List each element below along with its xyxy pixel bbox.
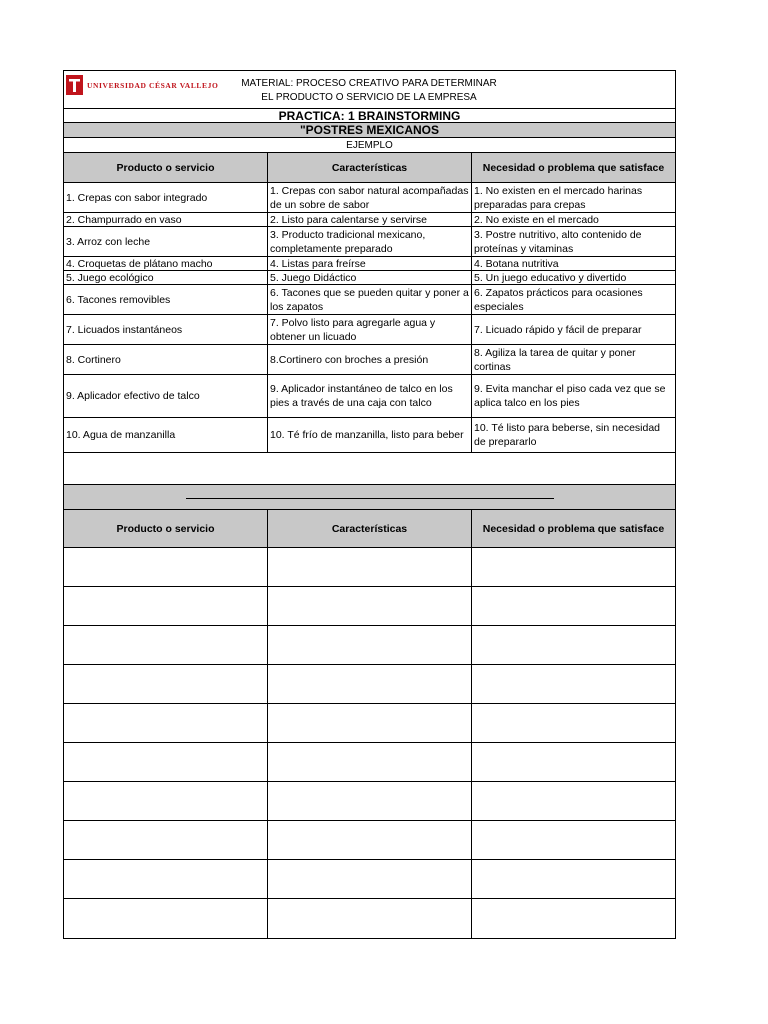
empty-table-row: [64, 587, 675, 626]
cell-caracteristicas: 10. Té frío de manzanilla, listo para beber: [268, 418, 472, 452]
page-title: PRACTICA: 1 BRAINSTORMING: [64, 109, 675, 123]
column-header-necesidad: Necesidad o problema que satisface: [482, 522, 665, 535]
empty-table-row: [64, 704, 675, 743]
table-row: [64, 345, 675, 375]
empty-cell[interactable]: [472, 626, 675, 664]
table-row: [64, 285, 675, 315]
column-header-caracteristicas: Características: [268, 153, 472, 182]
page-subtitle: "POSTRES MEXICANOS: [64, 123, 675, 138]
empty-cell[interactable]: [64, 860, 268, 898]
empty-cell[interactable]: [64, 899, 268, 938]
empty-cell[interactable]: [472, 899, 675, 938]
empty-cell[interactable]: [64, 782, 268, 820]
empty-cell[interactable]: [472, 743, 675, 781]
empty-cell[interactable]: [268, 743, 472, 781]
cell-caracteristicas: 8.Cortinero con broches a presión: [268, 345, 472, 374]
table-row: [64, 213, 675, 227]
empty-cell[interactable]: [268, 587, 472, 625]
cell-producto: 3. Arroz con leche: [64, 227, 268, 256]
cell-caracteristicas: 3. Producto tradicional mexicano, completamente preparado: [268, 227, 472, 256]
cell-producto: 10. Agua de manzanilla: [64, 418, 268, 452]
table-row: [64, 271, 675, 285]
empty-cell[interactable]: [472, 665, 675, 703]
cell-caracteristicas: 4. Listas para freírse: [268, 257, 472, 270]
cell-producto: 9. Aplicador efectivo de talco: [64, 375, 268, 417]
column-header-caracteristicas: Características: [268, 510, 472, 547]
empty-table-row: [64, 626, 675, 665]
empty-table-row: [64, 899, 675, 938]
table-row: [64, 375, 675, 418]
cell-producto: 8. Cortinero: [64, 345, 268, 374]
column-header-producto: Producto o servicio: [64, 510, 268, 547]
empty-cell[interactable]: [472, 782, 675, 820]
cell-necesidad: 10. Té listo para beberse, sin necesidad de prepararlo: [474, 422, 661, 448]
cell-producto: 4. Croquetas de plátano macho: [64, 257, 268, 270]
worksheet: [63, 70, 676, 939]
university-logo: [66, 75, 218, 95]
cell-necesidad: 4. Botana nutritiva: [474, 257, 559, 270]
material-description: [224, 77, 514, 105]
cell-producto: 1. Crepas con sabor integrado: [64, 183, 268, 212]
cell-necesidad: 3. Postre nutritivo, alto contenido de proteínas y vitaminas: [474, 228, 642, 255]
cell-necesidad: 2. No existe en el mercado: [474, 213, 599, 226]
empty-table-row: [64, 821, 675, 860]
cell-necesidad: 9. Evita manchar el piso cada vez que se aplica talco en los pies: [474, 383, 666, 409]
table-row: [64, 418, 675, 453]
cell-caracteristicas: 7. Polvo listo para agregarle agua y obtener un licuado: [268, 315, 472, 344]
cell-caracteristicas: 2. Listo para calentarse y servirse: [268, 213, 472, 226]
logo-text: UNIVERSIDAD CÉSAR VALLEJO: [87, 80, 219, 90]
empty-table-row: [64, 548, 675, 587]
column-header-necesidad: Necesidad o problema que satisface: [482, 161, 665, 174]
cell-necesidad: 1. No existen en el mercado harinas preparadas para crepas: [474, 184, 643, 211]
material-line-1: MATERIAL: PROCESO CREATIVO PARA DETERMINAR: [241, 78, 497, 89]
practice-table-header: [64, 510, 675, 548]
blank-separator-row: [64, 453, 675, 485]
cell-caracteristicas: 1. Crepas con sabor natural acompañadas de un sobre de sabor: [268, 183, 472, 212]
material-line-2: EL PRODUCTO O SERVICIO DE LA EMPRESA: [261, 92, 477, 103]
empty-cell[interactable]: [472, 860, 675, 898]
empty-cell[interactable]: [64, 704, 268, 742]
empty-table-row: [64, 860, 675, 899]
header-row: [64, 71, 675, 109]
cell-producto: 7. Licuados instantáneos: [64, 315, 268, 344]
practice-title-row: [64, 485, 675, 510]
ucv-logo-icon: [66, 75, 83, 95]
empty-table-row: [64, 665, 675, 704]
empty-cell[interactable]: [268, 821, 472, 859]
cell-caracteristicas: 5. Juego Didáctico: [268, 271, 472, 284]
empty-cell[interactable]: [268, 548, 472, 586]
empty-cell[interactable]: [64, 626, 268, 664]
empty-cell[interactable]: [64, 587, 268, 625]
empty-cell[interactable]: [472, 704, 675, 742]
column-header-producto: Producto o servicio: [64, 153, 268, 182]
table-row: [64, 183, 675, 213]
empty-cell[interactable]: [64, 548, 268, 586]
empty-table-row: [64, 782, 675, 821]
empty-cell[interactable]: [472, 821, 675, 859]
empty-table-row: [64, 743, 675, 782]
cell-producto: 6. Tacones removibles: [64, 285, 268, 314]
table-row: [64, 257, 675, 271]
example-label: EJEMPLO: [64, 138, 675, 153]
cell-necesidad: 5. Un juego educativo y divertido: [474, 271, 627, 284]
empty-cell[interactable]: [268, 704, 472, 742]
cell-producto: 2. Champurrado en vaso: [64, 213, 268, 226]
cell-producto: 5. Juego ecológico: [64, 271, 268, 284]
empty-cell[interactable]: [268, 899, 472, 938]
empty-cell[interactable]: [472, 548, 675, 586]
empty-cell[interactable]: [268, 665, 472, 703]
cell-necesidad: 7. Licuado rápido y fácil de preparar: [474, 323, 642, 336]
cell-caracteristicas: 9. Aplicador instantáneo de talco en los pies a través de una caja con talco: [268, 375, 472, 417]
blank-title-underline: [186, 498, 554, 499]
cell-necesidad: 8. Agiliza la tarea de quitar y poner cortinas: [474, 346, 636, 373]
table-row: [64, 227, 675, 257]
cell-necesidad: 6. Zapatos prácticos para ocasiones especiales: [474, 286, 643, 313]
table-row: [64, 315, 675, 345]
empty-cell[interactable]: [472, 587, 675, 625]
example-table-header: [64, 153, 675, 183]
empty-cell[interactable]: [64, 743, 268, 781]
empty-cell[interactable]: [64, 821, 268, 859]
empty-cell[interactable]: [268, 626, 472, 664]
empty-cell[interactable]: [268, 860, 472, 898]
empty-cell[interactable]: [268, 782, 472, 820]
empty-cell[interactable]: [64, 665, 268, 703]
cell-caracteristicas: 6. Tacones que se pueden quitar y poner a los zapatos: [268, 285, 472, 314]
